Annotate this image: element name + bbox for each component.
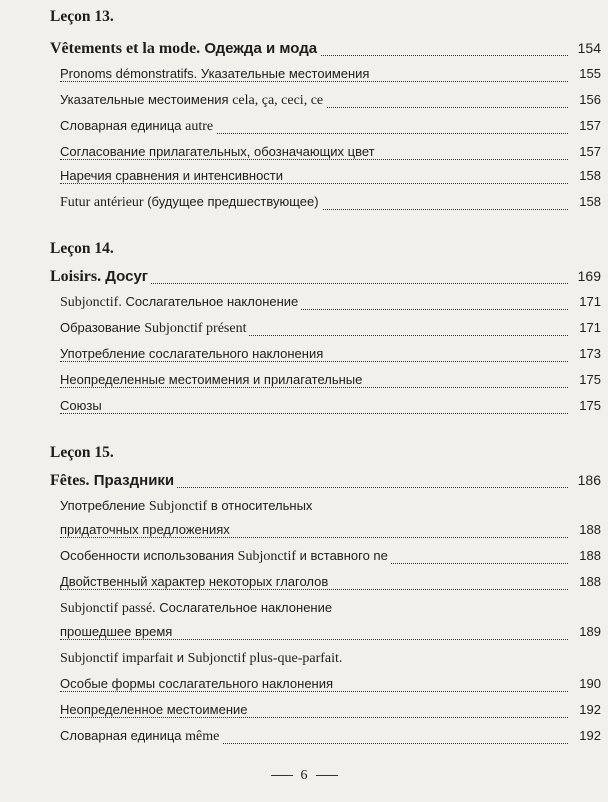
lesson-heading: Leçon 15. — [50, 444, 114, 461]
page-number: 173 — [575, 346, 601, 361]
toc-item[interactable] — [0, 624, 608, 644]
item-title: Словарная единица autre — [60, 118, 216, 135]
toc-item[interactable] — [0, 92, 608, 112]
toc-item[interactable] — [0, 144, 608, 164]
dot-leader — [60, 183, 568, 184]
item-title: Subjonctif passé. Сослагательное наклонение — [60, 600, 333, 616]
toc-topic-row[interactable] — [0, 472, 608, 492]
toc-item-line — [0, 600, 608, 620]
page-number: 186 — [574, 472, 601, 488]
page-number: 175 — [575, 372, 601, 387]
footer-dash — [316, 775, 338, 776]
item-title: прошедшее время — [60, 624, 175, 639]
page-footer — [0, 768, 608, 784]
page-number: 190 — [575, 676, 601, 691]
toc-item[interactable] — [0, 728, 608, 748]
page-number: 157 — [575, 144, 601, 159]
page-number: 155 — [575, 66, 601, 81]
page-number: 188 — [575, 548, 601, 563]
toc-item[interactable] — [0, 346, 608, 366]
dot-leader — [60, 691, 568, 692]
dot-leader — [60, 413, 568, 414]
item-title: Словарная единица même — [60, 728, 222, 745]
lesson-heading: Leçon 13. — [50, 8, 114, 25]
toc-item[interactable] — [0, 294, 608, 314]
item-title: Неопределенные местоимения и прилагательные — [60, 372, 365, 387]
toc-item-line — [0, 650, 608, 670]
page-number: 157 — [575, 118, 601, 133]
dot-leader — [60, 159, 568, 160]
toc-item[interactable] — [0, 168, 608, 188]
item-title: Особенности использования Subjonctif и вставного ne — [60, 548, 391, 565]
page-number: 192 — [575, 728, 601, 743]
page-number: 192 — [575, 702, 601, 717]
item-title: Употребление Subjonctif в относительных — [60, 498, 313, 514]
item-title: Употребление сослагательного наклонения — [60, 346, 326, 361]
toc-item-line — [0, 498, 608, 518]
item-title: Согласование прилагательных, обозначающих цвет — [60, 144, 378, 159]
page-number: 156 — [575, 92, 601, 107]
page-number: 158 — [575, 194, 601, 209]
toc-item[interactable] — [0, 702, 608, 722]
dot-leader — [60, 639, 568, 640]
toc-topic-row[interactable] — [0, 268, 608, 288]
toc-item[interactable] — [0, 194, 608, 214]
item-title: Subjonctif imparfait и Subjonctif plus-que-parfait. — [60, 650, 343, 666]
dot-leader — [60, 81, 568, 82]
toc-topic-row[interactable] — [0, 40, 608, 60]
toc-item[interactable] — [0, 320, 608, 340]
dot-leader — [60, 387, 568, 388]
dot-leader — [60, 361, 568, 362]
item-title: Pronoms démonstratifs. Указательные местоимения — [60, 66, 372, 81]
lesson-heading: Leçon 14. — [50, 240, 114, 257]
item-title: Двойственный характер некоторых глаголов — [60, 574, 331, 589]
toc-item[interactable] — [0, 66, 608, 86]
page-number: 171 — [575, 320, 601, 335]
toc-item[interactable] — [0, 372, 608, 392]
dot-leader — [60, 717, 568, 718]
topic-title: Vêtements et la mode. Одежда и мода — [50, 40, 320, 58]
page-number: 154 — [574, 40, 601, 56]
dot-leader — [60, 537, 568, 538]
topic-title: Loisirs. Досуг — [50, 268, 151, 286]
item-title: Образование Subjonctif présent — [60, 320, 249, 337]
topic-title: Fêtes. Праздники — [50, 472, 177, 490]
dot-leader — [60, 589, 568, 590]
item-title: Указательные местоимения cela, ça, ceci, ce — [60, 92, 326, 109]
toc-item[interactable] — [0, 118, 608, 138]
toc-item[interactable] — [0, 574, 608, 594]
item-title: придаточных предложениях — [60, 522, 233, 537]
page-number: 175 — [575, 398, 601, 413]
toc-item[interactable] — [0, 548, 608, 568]
page-number: 189 — [575, 624, 601, 639]
footer-page-number: 6 — [300, 768, 308, 783]
item-title: Неопределенное местоимение — [60, 702, 251, 717]
item-title: Наречия сравнения и интенсивности — [60, 168, 286, 183]
item-title: Futur antérieur (будущее предшествующее) — [60, 194, 322, 211]
page-number: 158 — [575, 168, 601, 183]
page-number: 171 — [575, 294, 601, 309]
item-title: Subjonctif. Сослагательное наклонение — [60, 294, 301, 311]
toc-item[interactable] — [0, 398, 608, 418]
page-number: 188 — [575, 522, 601, 537]
toc-item[interactable] — [0, 522, 608, 542]
page-number: 188 — [575, 574, 601, 589]
footer-dash — [271, 775, 293, 776]
item-title: Союзы — [60, 398, 105, 413]
toc-item[interactable] — [0, 676, 608, 696]
page-number: 169 — [574, 268, 601, 284]
item-title: Особые формы сослагательного наклонения — [60, 676, 336, 691]
